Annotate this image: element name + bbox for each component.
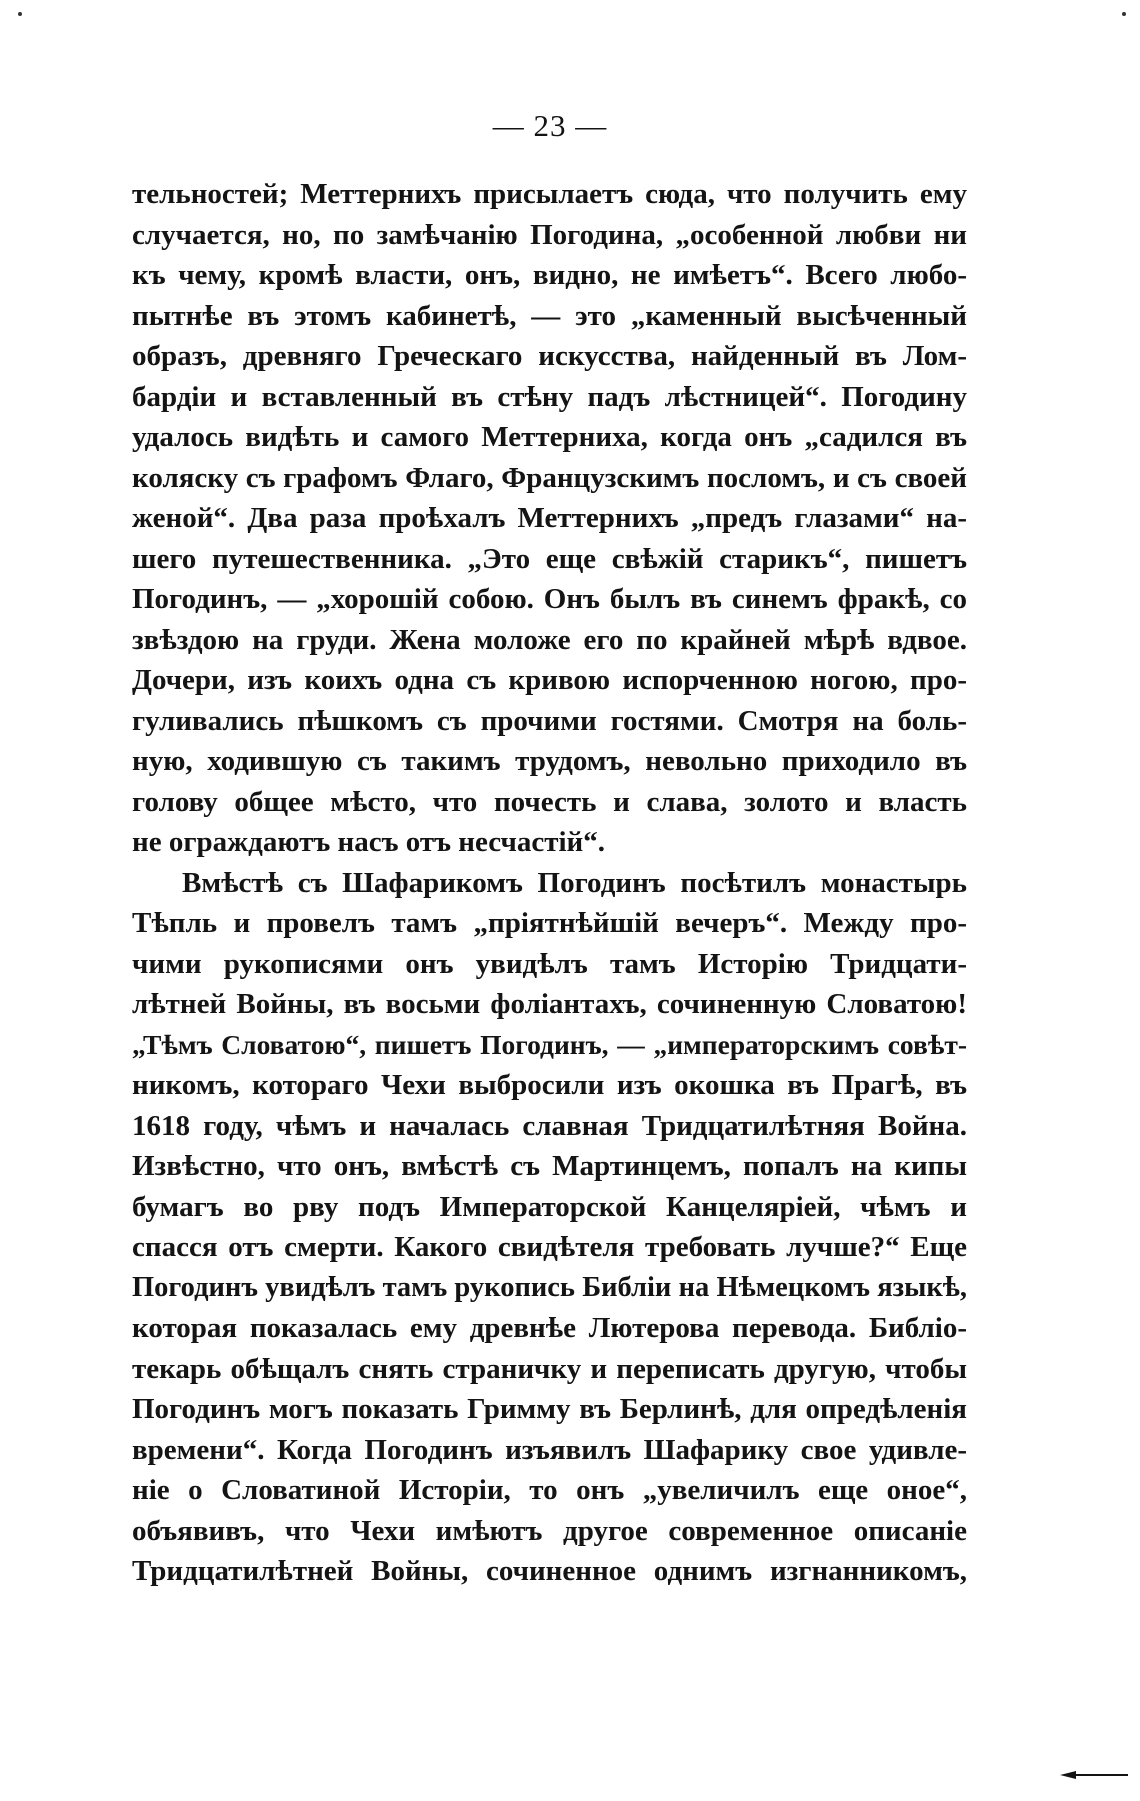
text-line: текарь обѣщалъ снять страничку и переписать другую, чтобы: [132, 1352, 967, 1385]
text-line: спасся отъ смерти. Какого свидѣтеля требовать лучше?“ Еще: [132, 1231, 967, 1263]
text-line: лѣтней Войны, въ восьми фоліантахъ, сочиненную Словатою!: [132, 988, 967, 1020]
text-line: 1618 году, чѣмъ и началась славная Тридцатилѣтняя Война.: [132, 1109, 967, 1142]
text-line: женой“. Два раза проѣхалъ Меттернихъ „предъ глазами“ на-: [132, 502, 967, 534]
text-line: Погодинъ могъ показать Гримму въ Берлинѣ, для опредѣленія: [132, 1393, 967, 1425]
text-line: коляску съ графомъ Флаго, Французскимъ посломъ, и съ своей: [132, 461, 967, 494]
text-line: шего путешественника. „Это еще свѣжій старикъ“, пишетъ: [132, 542, 967, 575]
text-line: Тридцатилѣтней Войны, сочиненное однимъ изгнанникомъ,: [132, 1555, 967, 1587]
text-line: образъ, древняго Греческаго искусства, найденный въ Лом-: [132, 340, 967, 372]
paragraph-start-line: Вмѣстѣ съ Шафарикомъ Погодинъ посѣтилъ монастырь: [182, 866, 967, 899]
text-line: звѣздою на груди. Жена моложе его по крайней мѣрѣ вдвое.: [132, 623, 967, 656]
text-line: времени“. Когда Погодинъ изъявилъ Шафарику свое удивле-: [132, 1433, 967, 1466]
text-line: чими рукописями онъ увидѣлъ тамъ Исторію Тридцати-: [132, 947, 967, 980]
text-line: ную, ходившую съ такимъ трудомъ, невольно приходило въ: [132, 745, 967, 777]
text-line: Погодинъ, — „хорошій собою. Онъ былъ въ синемъ фракѣ, со: [132, 583, 967, 615]
text-line: Извѣстно, что онъ, вмѣстѣ съ Мартинцемъ, попалъ на кипы: [132, 1150, 967, 1182]
paragraph-end-line: не ограждаютъ насъ отъ несчастій“.: [132, 826, 605, 858]
text-line: Дочери, изъ коихъ одна съ кривою испорченною ногою, про-: [132, 664, 967, 696]
scan-speck: [1122, 12, 1126, 16]
page-corner-rule: [1072, 1774, 1128, 1776]
page-number: — 23 —: [492, 108, 608, 143]
text-line: бардіи и вставленный въ стѣну падъ лѣстницей“. Погодину: [132, 380, 967, 413]
text-line: голову общее мѣсто, что почесть и слава, золото и власть: [132, 785, 967, 818]
text-line: никомъ, котораго Чехи выбросили изъ окошка въ Прагѣ, въ: [132, 1069, 967, 1101]
text-line: гуливались пѣшкомъ съ прочими гостями. Смотря на боль-: [132, 704, 967, 737]
text-line: ніе о Словатиной Исторіи, то онъ „увеличилъ еще оное“,: [132, 1474, 967, 1506]
body-text: [132, 174, 967, 1592]
text-line: Погодинъ увидѣлъ тамъ рукопись Библіи на Нѣмецкомъ языкѣ,: [132, 1271, 967, 1303]
text-line: „Тѣмъ Словатою“, пишетъ Погодинъ, — „императорскимъ совѣт-: [132, 1028, 967, 1060]
text-line: тельностей; Меттернихъ присылаетъ сюда, что получить ему: [132, 178, 967, 210]
text-line: случается, но, по замѣчанію Погодина, „особенной любви ни: [132, 218, 967, 251]
text-line: удалось видѣть и самого Меттерниха, когда онъ „садился въ: [132, 421, 967, 453]
text-line: которая показалась ему древнѣе Лютерова перевода. Библіо-: [132, 1312, 967, 1344]
scan-speck: [18, 12, 22, 16]
text-line: къ чему, кромѣ власти, онъ, видно, не имѣетъ“. Всего любо-: [132, 259, 967, 291]
text-line: объявивъ, что Чехи имѣютъ другое современное описаніе: [132, 1514, 967, 1547]
text-line: пытнѣе въ этомъ кабинетѣ, — это „каменный высѣченный: [132, 299, 967, 332]
text-line: Тѣпль и провелъ тамъ „пріятнѣйшій вечеръ“. Между про-: [132, 907, 967, 939]
text-line: бумагъ во рву подъ Императорской Канцеляріей, чѣмъ и: [132, 1190, 967, 1223]
